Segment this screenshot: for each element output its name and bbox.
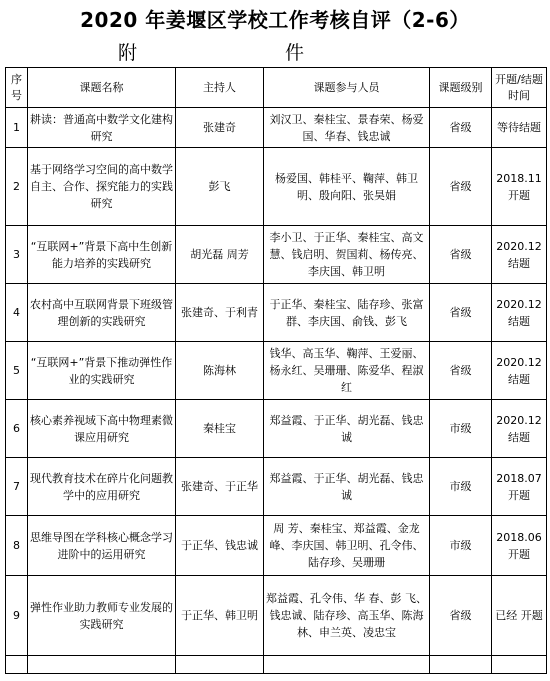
table-row [6,108,547,148]
project-table [5,67,547,674]
cell-name: 现代教育技术在碎片化问题教学中的应用研究 [28,458,176,516]
cell-empty [492,656,547,674]
cell-members: 杨爱国、韩桂平、鞠萍、韩卫明、殷向阳、张昊娟 [264,148,430,226]
cell-host: 张建奇、于利青 [176,284,264,342]
table-row [6,458,547,516]
cell-level: 市级 [430,400,492,458]
cell-host: 彭飞 [176,148,264,226]
header-no: 序号 [6,68,28,108]
header-level: 课题级别 [430,68,492,108]
table-row [6,516,547,576]
cell-empty [264,656,430,674]
cell-name: “互联网+”背景下高中生创新能力培养的实践研究 [28,226,176,284]
cell-host: 胡光磊 周芳 [176,226,264,284]
cell-no: 5 [6,342,28,400]
cell-no: 8 [6,516,28,576]
table-row [6,148,547,226]
cell-empty [6,656,28,674]
header-time: 开题/结题时间 [492,68,547,108]
cell-empty [176,656,264,674]
table-header-row [6,68,547,108]
cell-host: 张建奇 [176,108,264,148]
cell-time: 已经 开题 [492,576,547,656]
header-name: 课题名称 [28,68,176,108]
cell-level: 省级 [430,108,492,148]
document-title: 2020 年姜堰区学校工作考核自评（2-6） [80,8,470,32]
document-subtitle: 附件 [118,42,453,64]
cell-name: 耕读：普通高中数学文化建构研究 [28,108,176,148]
cell-no: 4 [6,284,28,342]
cell-time: 2018.07 开题 [492,458,547,516]
cell-name: “互联网+”背景下推动弹性作业的实践研究 [28,342,176,400]
table-row [6,400,547,458]
header-members: 课题参与人员 [264,68,430,108]
cell-level: 省级 [430,342,492,400]
table-row-empty [6,656,547,674]
cell-empty [430,656,492,674]
cell-level: 省级 [430,284,492,342]
cell-level: 市级 [430,458,492,516]
cell-level: 省级 [430,148,492,226]
cell-no: 3 [6,226,28,284]
table-row [6,284,547,342]
cell-time: 2020.12 结题 [492,284,547,342]
cell-members: 郑益霞、于正华、胡光磊、钱忠诚 [264,400,430,458]
cell-members: 李小卫、于正华、秦桂宝、高文慧、钱启明、贺国莉、杨传亮、李庆国、韩卫明 [264,226,430,284]
cell-level: 市级 [430,516,492,576]
cell-no: 2 [6,148,28,226]
cell-members: 郑益霞、于正华、胡光磊、钱忠诚 [264,458,430,516]
cell-no: 9 [6,576,28,656]
cell-name: 弹性作业助力教师专业发展的实践研究 [28,576,176,656]
cell-members: 刘汉卫、秦桂宝、景春荣、杨爱国、华春、钱忠诚 [264,108,430,148]
header-host: 主持人 [176,68,264,108]
cell-name: 农村高中互联网背景下班级管理创新的实践研究 [28,284,176,342]
table-row [6,342,547,400]
cell-level: 省级 [430,576,492,656]
cell-time: 2020.12 结题 [492,342,547,400]
cell-host: 于正华、韩卫明 [176,576,264,656]
cell-name: 核心素养视域下高中物理素微课应用研究 [28,400,176,458]
cell-host: 于正华、钱忠诚 [176,516,264,576]
cell-no: 6 [6,400,28,458]
cell-host: 张建奇、于正华 [176,458,264,516]
table-row [6,576,547,656]
cell-time: 2018.06 开题 [492,516,547,576]
cell-time: 2020.12 结题 [492,226,547,284]
cell-host: 秦桂宝 [176,400,264,458]
cell-host: 陈海林 [176,342,264,400]
cell-name: 基于网络学习空间的高中数学自主、合作、探究能力的实践研究 [28,148,176,226]
cell-members: 于正华、秦桂宝、陆存珍、张富群、李庆国、俞钱、彭飞 [264,284,430,342]
table-row [6,226,547,284]
cell-time: 等待结题 [492,108,547,148]
cell-no: 7 [6,458,28,516]
cell-level: 省级 [430,226,492,284]
cell-empty [28,656,176,674]
cell-time: 2020.12 结题 [492,400,547,458]
cell-name: 思维导图在学科核心概念学习进阶中的运用研究 [28,516,176,576]
cell-members: 钱华、高玉华、鞠萍、王爱丽、杨永红、吴珊珊、陈爱华、程淑红 [264,342,430,400]
cell-members: 周 芳、秦桂宝、郑益霞、金龙峰、李庆国、韩卫明、孔令伟、陆存珍、吴珊珊 [264,516,430,576]
cell-members: 郑益霞、孔令伟、华 春、彭 飞、钱忠诚、陆存珍、高玉华、陈海林、申兰英、凌忠宝 [264,576,430,656]
cell-time: 2018.11 开题 [492,148,547,226]
cell-no: 1 [6,108,28,148]
